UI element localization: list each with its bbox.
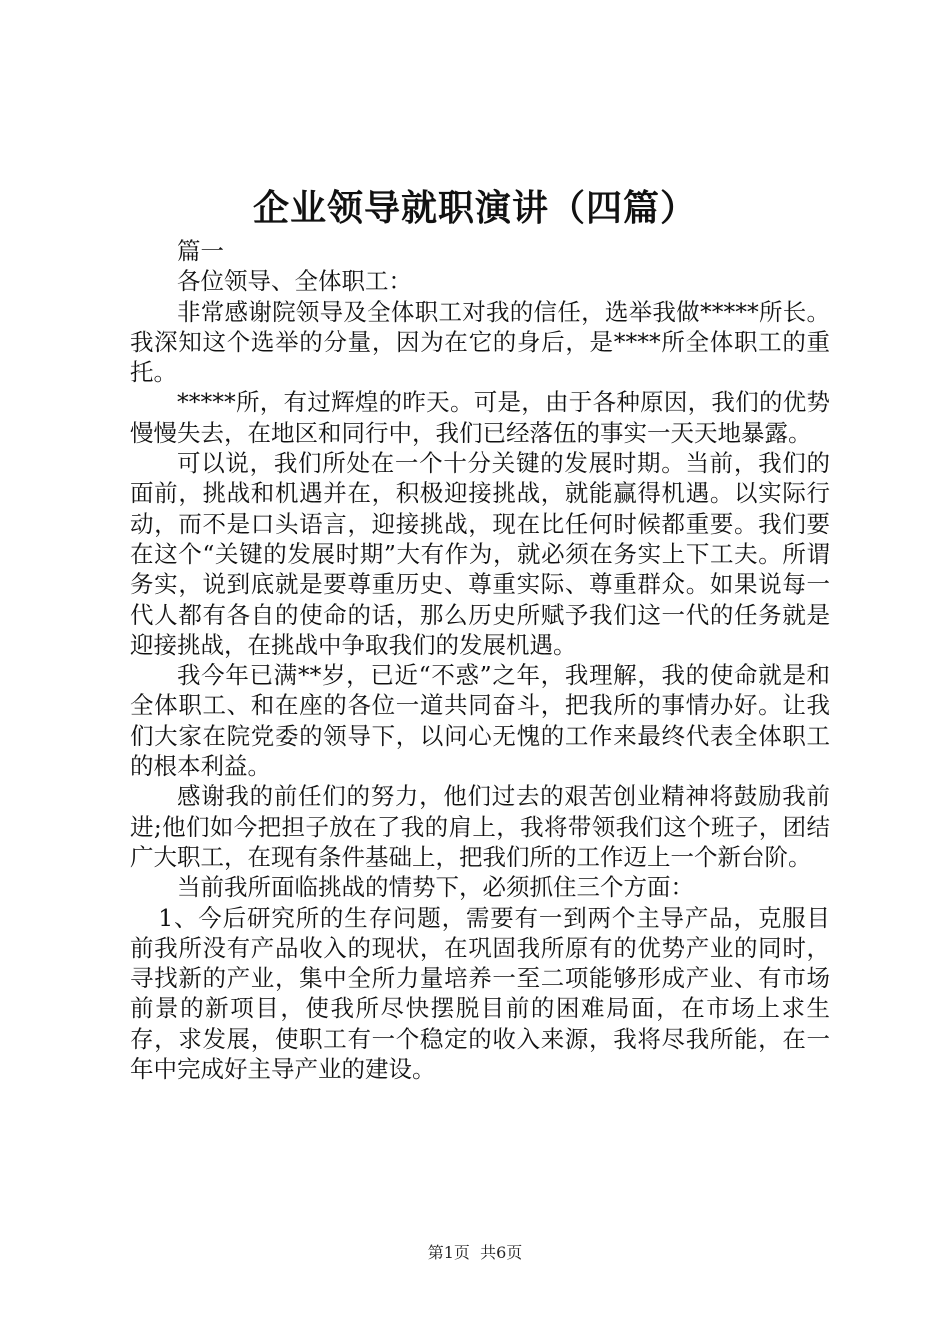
page-footer <box>0 1242 950 1264</box>
paragraph: *****所，有过辉煌的昨天。可是，由于各种原因，我们的优势慢慢失去，在地区和同行中，我们已经落伍的事实一天天地暴露。 <box>130 388 830 447</box>
paragraph: 我今年已满**岁，已近“不惑”之年，我理解，我的使命就是和全体职工、和在座的各位一道共同奋斗，把我所的事情办好。让我们大家在院党委的领导下，以问心无愧的工作来最终代表全体职工的根本利益。 <box>130 661 830 781</box>
section-heading: 篇一 <box>177 237 224 265</box>
paragraph: 感谢我的前任们的努力，他们过去的艰苦创业精神将鼓励我前进;他们如今把担子放在了我的肩上，我将带领我们这个班子，团结广大职工，在现有条件基础上，把我们所的工作迈上一个新台阶。 <box>130 782 830 871</box>
salutation: 各位领导、全体职工： <box>177 267 412 296</box>
numbered-point: 1、今后研究所的生存问题，需要有一到两个主导产品，克服目前我所没有产品收入的现状，在巩固我所原有的优势产业的同时，寻找新的产业，集中全所力量培养一至二项能够形成产业、有市场前景的新项目，使我所尽快摆脱目前的困难局面，在市场上求生存，求发展，使职工有一个稳定的收入来源，我将尽我所能，在一年中完成好主导产业的建设。 <box>130 903 830 1084</box>
page-number: 第1页 <box>427 1243 470 1262</box>
paragraph: 非常感谢院领导及全体职工对我的信任，选举我做*****所长。我深知这个选举的分量，因为在它的身后，是****所全体职工的重托。 <box>130 297 830 387</box>
paragraph: 可以说，我们所处在一个十分关键的发展时期。当前，我们的面前，挑战和机遇并在，积极迎接挑战，就能赢得机遇。以实际行动，而不是口头语言，迎接挑战，现在比任何时候都重要。我们要在这个“关键的发展时期”大有作为，就必须在务实上下工夫。所谓务实，说到底就是要尊重历史、尊重实际、尊重群众。如果说每一代人都有各自的使命的话，那么历史所赋予我们这一代的任务就是迎接挑战，在挑战中争取我们的发展机遇。 <box>130 449 830 659</box>
paragraph: 当前我所面临挑战的情势下，必须抓住三个方面： <box>177 873 694 902</box>
document-body <box>130 236 830 1084</box>
document-title: 企业领导就职演讲（四篇） <box>252 187 697 229</box>
page-total: 共6页 <box>480 1243 523 1262</box>
